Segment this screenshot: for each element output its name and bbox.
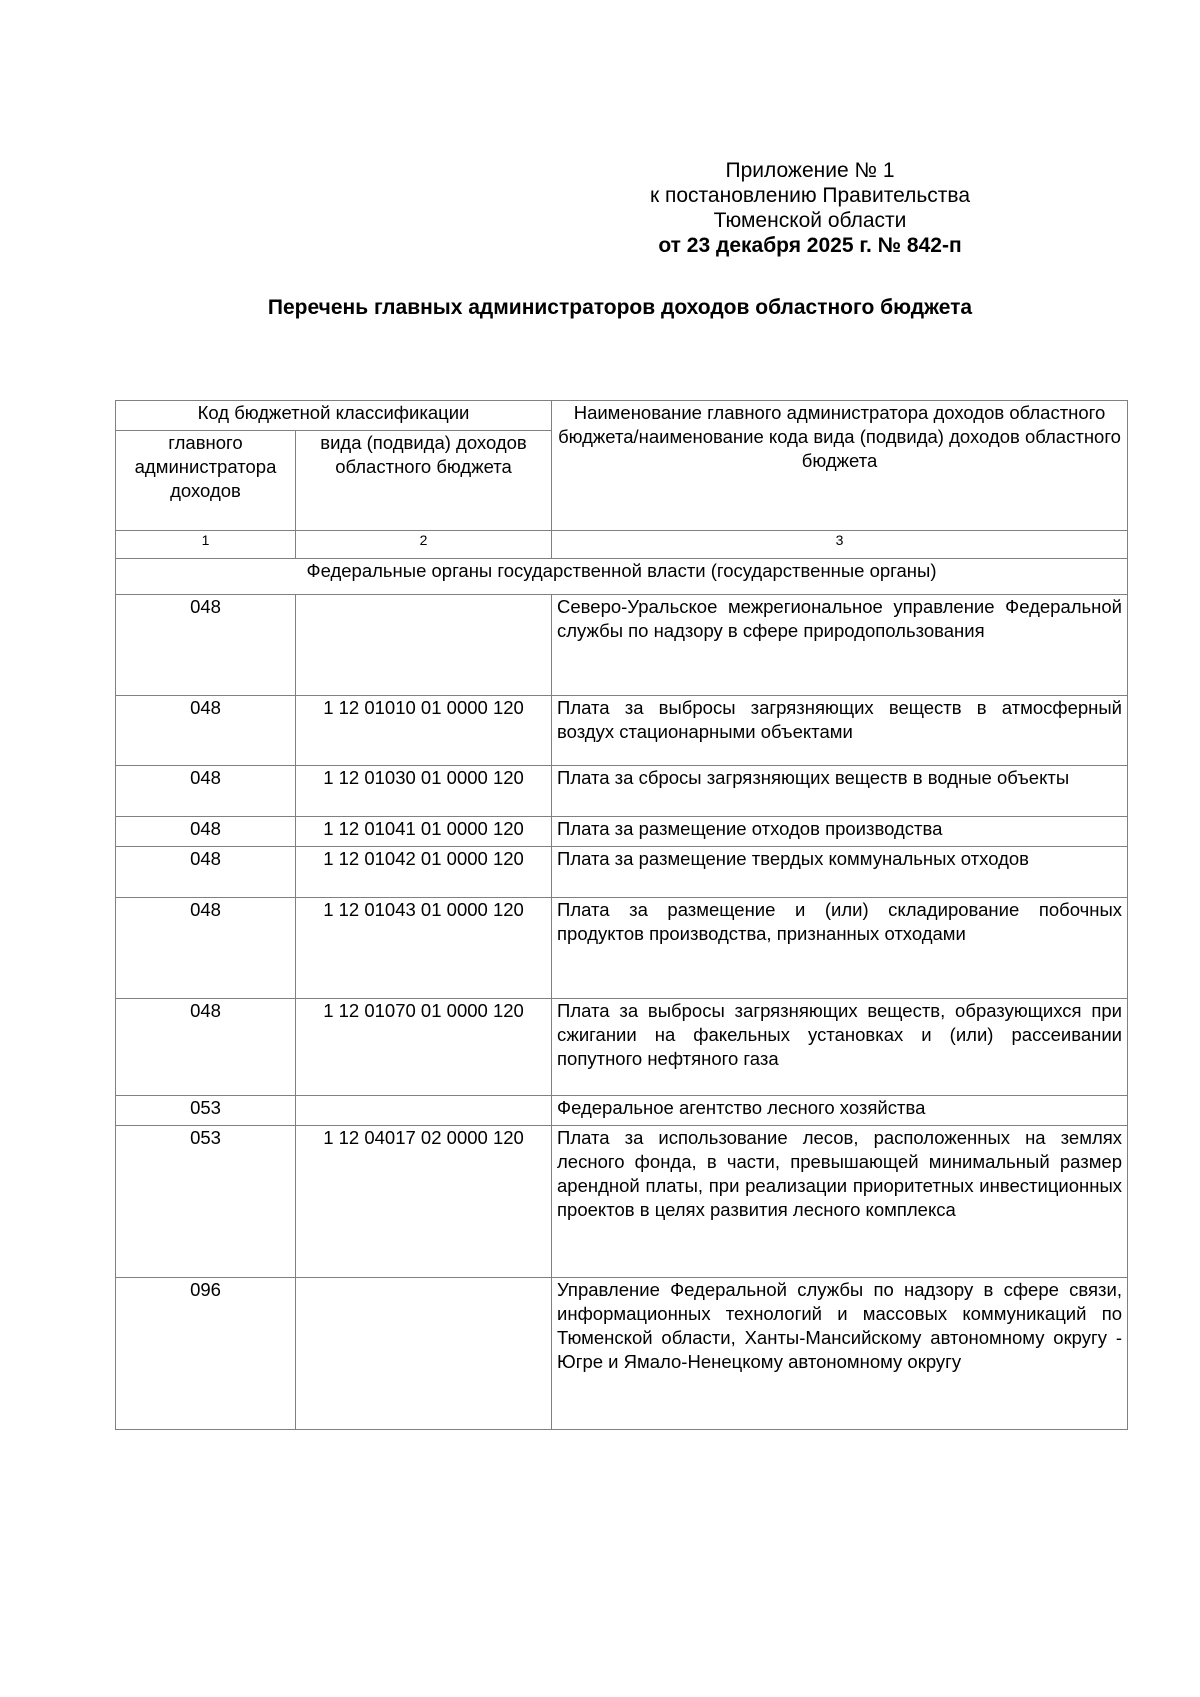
admin-code: 096 [116,1278,296,1430]
section-heading: Федеральные органы государственной власти (государственные органы) [116,559,1128,595]
income-code: 1 12 04017 02 0000 120 [296,1126,552,1278]
table-row [116,999,1128,1096]
admin-code: 048 [116,999,296,1096]
table-row [116,696,1128,766]
name-text: Плата за выбросы загрязняющих веществ в атмосферный воздух стационарными объектами [552,696,1128,766]
header-col3: Наименование главного администратора доходов областного бюджета/наименование кода вида (подвида) доходов областного бюджета [552,401,1128,531]
column-number-2: 2 [296,531,552,559]
income-code [296,1278,552,1430]
table-row [116,847,1128,898]
header-col1: главного администратора доходов [116,431,296,531]
appendix-title: Приложение № 1 [725,159,895,182]
table-row [116,1278,1128,1430]
appendix-block [610,158,1010,258]
income-code: 1 12 01010 01 0000 120 [296,696,552,766]
admin-code: 048 [116,898,296,999]
administrators-table [115,400,1128,1430]
table-row [116,595,1128,696]
table-row [116,817,1128,847]
income-code: 1 12 01070 01 0000 120 [296,999,552,1096]
appendix-date-number: от 23 декабря 2025 г. № 842-п [658,234,962,257]
name-text: Управление Федеральной службы по надзору в сфере связи, информационных технологий и массовых коммуникаций по Тюменской области, Ханты-Мансийскому автономному округу - Югре и Ямало-Ненецкому автономному округу [552,1278,1128,1430]
name-text: Федеральное агентство лесного хозяйства [552,1096,1128,1126]
name-text: Плата за сбросы загрязняющих веществ в водные объекты [552,766,1128,817]
admin-code: 048 [116,595,296,696]
admin-code: 048 [116,766,296,817]
income-code: 1 12 01041 01 0000 120 [296,817,552,847]
income-code [296,1096,552,1126]
name-text: Плата за выбросы загрязняющих веществ, образующихся при сжигании на факельных установках и (или) рассеивании попутного нефтяного газа [552,999,1128,1096]
column-number-1: 1 [116,531,296,559]
appendix-region: Тюменской области [713,209,907,232]
document-title: Перечень главных администраторов доходов областного бюджета [267,296,973,319]
table-row [116,1126,1128,1278]
name-text: Плата за размещение отходов производства [552,817,1128,847]
name-text: Плата за размещение и (или) складирование побочных продуктов производства, признанных отходами [552,898,1128,999]
admin-code: 053 [116,1096,296,1126]
admin-code: 048 [116,847,296,898]
table-row [116,1096,1128,1126]
income-code: 1 12 01030 01 0000 120 [296,766,552,817]
income-code: 1 12 01042 01 0000 120 [296,847,552,898]
income-code [296,595,552,696]
table-row [116,898,1128,999]
column-number-3: 3 [552,531,1128,559]
income-code: 1 12 01043 01 0000 120 [296,898,552,999]
name-text: Плата за использование лесов, расположенных на землях лесного фонда, в части, превышающей минимальный размер арендной платы, при реализации приоритетных инвестиционных проектов в целях развития лесного комплекса [552,1126,1128,1278]
header-kbk: Код бюджетной классификации [116,401,552,431]
admin-code: 048 [116,696,296,766]
name-text: Северо-Уральское межрегиональное управление Федеральной службы по надзору в сфере природопользования [552,595,1128,696]
admin-code: 048 [116,817,296,847]
admin-code: 053 [116,1126,296,1278]
name-text: Плата за размещение твердых коммунальных отходов [552,847,1128,898]
header-col2: вида (подвида) доходов областного бюджета [296,431,552,531]
appendix-decree: к постановлению Правительства [649,184,971,207]
table-row [116,766,1128,817]
